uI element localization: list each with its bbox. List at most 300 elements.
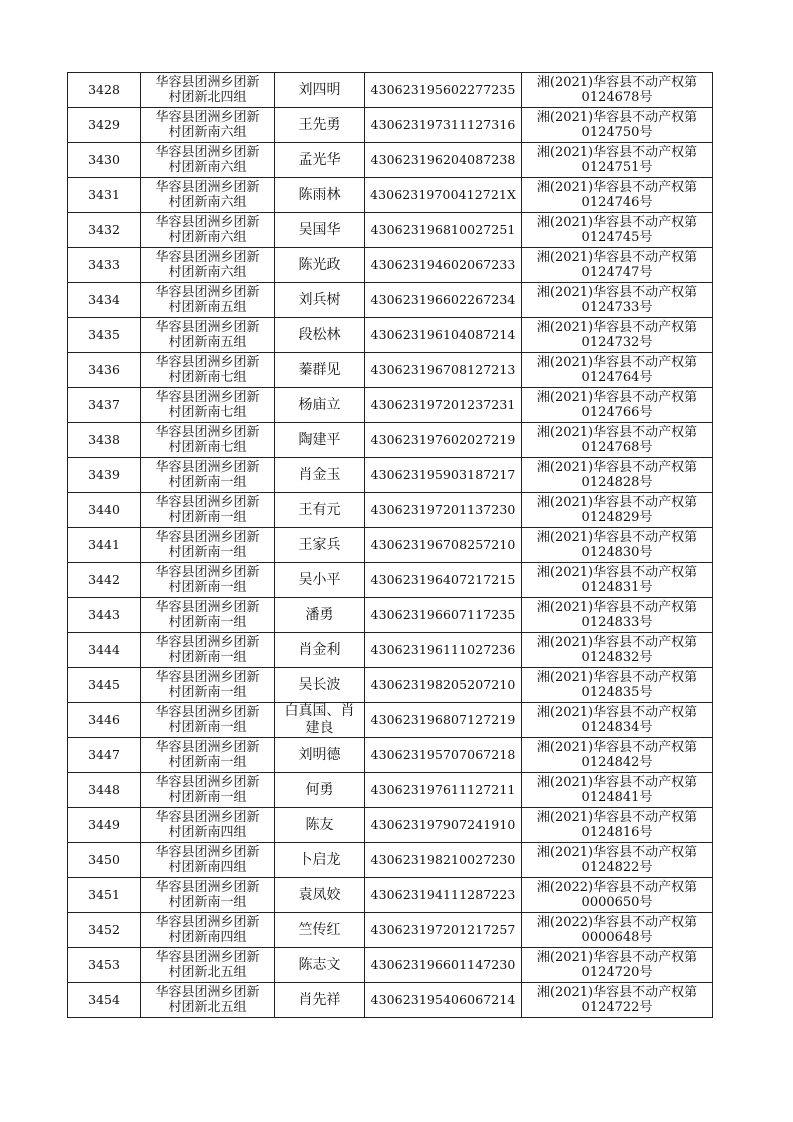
table-row xyxy=(68,213,713,248)
owner-name-cell xyxy=(275,528,365,563)
owner-name-cell xyxy=(275,773,365,808)
id-number-cell-text: 430623195406067214 xyxy=(370,992,516,1007)
owner-name-cell-line-1: 王先勇 xyxy=(298,116,341,133)
address-cell-line-2: 村团新北五组 xyxy=(168,965,247,980)
address-cell-line-1: 华容县团洲乡团新 xyxy=(155,950,260,965)
table-row xyxy=(68,738,713,773)
address-cell-line-2: 村团新南七组 xyxy=(168,370,247,385)
id-number-cell-text: 430623196810027251 xyxy=(370,222,516,237)
owner-name-cell-line-1: 何勇 xyxy=(305,781,334,798)
address-cell xyxy=(141,213,275,248)
certificate-cell xyxy=(522,493,713,528)
owner-name-cell-line-1: 肖金利 xyxy=(298,641,341,658)
address-cell-line-2: 村团新北五组 xyxy=(168,1000,247,1015)
id-number-cell-text: 430623197201137230 xyxy=(370,502,516,517)
certificate-cell-line-2: 0124833号 xyxy=(581,615,653,630)
row-number-cell-text: 3448 xyxy=(88,782,120,797)
id-number-cell xyxy=(365,913,522,948)
id-number-cell xyxy=(365,703,522,738)
certificate-cell xyxy=(522,143,713,178)
certificate-cell-line-1: 湘(2021)华容县不动产权第 xyxy=(536,705,698,720)
property-register-table xyxy=(67,72,713,1018)
certificate-cell-line-2: 0000650号 xyxy=(581,895,653,910)
address-cell-line-1: 华容县团洲乡团新 xyxy=(155,495,260,510)
certificate-cell xyxy=(522,983,713,1018)
owner-name-cell xyxy=(275,668,365,703)
owner-name-cell xyxy=(275,178,365,213)
id-number-cell xyxy=(365,528,522,563)
row-number-cell xyxy=(68,563,141,598)
address-cell-line-1: 华容县团洲乡团新 xyxy=(155,460,260,475)
certificate-cell xyxy=(522,248,713,283)
row-number-cell xyxy=(68,703,141,738)
address-cell-line-1: 华容县团洲乡团新 xyxy=(155,320,260,335)
row-number-cell-text: 3442 xyxy=(88,572,120,587)
certificate-cell-line-1: 湘(2021)华容县不动产权第 xyxy=(536,285,698,300)
certificate-cell xyxy=(522,773,713,808)
owner-name-cell-line-2: 建良 xyxy=(305,720,334,736)
id-number-cell-text: 430623196807127219 xyxy=(370,712,516,727)
certificate-cell-line-1: 湘(2021)华容县不动产权第 xyxy=(536,110,698,125)
id-number-cell xyxy=(365,178,522,213)
address-cell-line-2: 村团新南七组 xyxy=(168,405,247,420)
id-number-cell-text: 430623197602027219 xyxy=(370,432,516,447)
owner-name-cell-line-1: 段松林 xyxy=(298,326,341,343)
table-row xyxy=(68,493,713,528)
row-number-cell xyxy=(68,318,141,353)
owner-name-cell xyxy=(275,913,365,948)
row-number-cell-text: 3444 xyxy=(88,642,120,657)
owner-name-cell-line-1: 刘明德 xyxy=(298,746,341,763)
address-cell xyxy=(141,563,275,598)
id-number-cell-text: 430623197201237231 xyxy=(370,397,516,412)
address-cell-line-1: 华容县团洲乡团新 xyxy=(155,75,260,90)
owner-name-cell xyxy=(275,248,365,283)
certificate-cell-line-2: 0124842号 xyxy=(581,755,653,770)
id-number-cell xyxy=(365,423,522,458)
address-cell xyxy=(141,143,275,178)
row-number-cell-text: 3435 xyxy=(88,327,120,342)
table-row xyxy=(68,318,713,353)
address-cell-line-1: 华容县团洲乡团新 xyxy=(155,425,260,440)
table-row xyxy=(68,423,713,458)
row-number-cell-text: 3431 xyxy=(88,187,120,202)
address-cell-line-1: 华容县团洲乡团新 xyxy=(155,740,260,755)
address-cell-line-1: 华容县团洲乡团新 xyxy=(155,215,260,230)
id-number-cell xyxy=(365,948,522,983)
address-cell xyxy=(141,983,275,1018)
certificate-cell xyxy=(522,878,713,913)
address-cell-line-1: 华容县团洲乡团新 xyxy=(155,670,260,685)
row-number-cell xyxy=(68,633,141,668)
address-cell xyxy=(141,668,275,703)
id-number-cell xyxy=(365,213,522,248)
address-cell-line-1: 华容县团洲乡团新 xyxy=(155,355,260,370)
address-cell xyxy=(141,528,275,563)
certificate-cell-line-1: 湘(2021)华容县不动产权第 xyxy=(536,355,698,370)
owner-name-cell-line-1: 白真国、肖 xyxy=(284,703,355,719)
owner-name-cell xyxy=(275,283,365,318)
table-row xyxy=(68,878,713,913)
address-cell-line-1: 华容县团洲乡团新 xyxy=(155,705,260,720)
address-cell-line-2: 村团新南一组 xyxy=(168,545,247,560)
certificate-cell-line-2: 0124831号 xyxy=(581,580,653,595)
address-cell-line-2: 村团新南四组 xyxy=(168,860,247,875)
row-number-cell xyxy=(68,213,141,248)
row-number-cell-text: 3443 xyxy=(88,607,120,622)
address-cell xyxy=(141,283,275,318)
certificate-cell xyxy=(522,353,713,388)
certificate-cell-line-2: 0124829号 xyxy=(581,510,653,525)
certificate-cell-line-2: 0124747号 xyxy=(581,265,653,280)
certificate-cell-line-2: 0124733号 xyxy=(581,300,653,315)
address-cell-line-2: 村团新南一组 xyxy=(168,580,247,595)
id-number-cell xyxy=(365,878,522,913)
address-cell-line-1: 华容县团洲乡团新 xyxy=(155,845,260,860)
certificate-cell-line-1: 湘(2021)华容县不动产权第 xyxy=(536,950,698,965)
address-cell-line-2: 村团新南六组 xyxy=(168,195,247,210)
certificate-cell-line-1: 湘(2021)华容县不动产权第 xyxy=(536,565,698,580)
id-number-cell xyxy=(365,248,522,283)
id-number-cell-text: 430623196708257210 xyxy=(370,537,516,552)
row-number-cell-text: 3437 xyxy=(88,397,120,412)
id-number-cell-text: 430623197611127211 xyxy=(370,782,516,797)
id-number-cell-text: 430623196111027236 xyxy=(370,642,516,657)
certificate-cell-line-2: 0124822号 xyxy=(581,860,653,875)
id-number-cell xyxy=(365,143,522,178)
row-number-cell xyxy=(68,353,141,388)
id-number-cell-text: 430623195903187217 xyxy=(370,467,516,482)
owner-name-cell-line-1: 蓁群见 xyxy=(298,361,341,378)
certificate-cell-line-1: 湘(2021)华容县不动产权第 xyxy=(536,985,698,1000)
row-number-cell-text: 3441 xyxy=(88,537,120,552)
certificate-cell-line-2: 0000648号 xyxy=(581,930,653,945)
certificate-cell-line-1: 湘(2021)华容县不动产权第 xyxy=(536,495,698,510)
row-number-cell-text: 3454 xyxy=(88,992,120,1007)
row-number-cell-text: 3432 xyxy=(88,222,120,237)
row-number-cell-text: 3452 xyxy=(88,922,120,937)
address-cell-line-1: 华容县团洲乡团新 xyxy=(155,285,260,300)
certificate-cell xyxy=(522,283,713,318)
owner-name-cell xyxy=(275,878,365,913)
certificate-cell-line-2: 0124764号 xyxy=(581,370,653,385)
table-row xyxy=(68,598,713,633)
row-number-cell xyxy=(68,948,141,983)
address-cell xyxy=(141,843,275,878)
row-number-cell xyxy=(68,773,141,808)
row-number-cell-text: 3445 xyxy=(88,677,120,692)
owner-name-cell xyxy=(275,388,365,423)
owner-name-cell xyxy=(275,353,365,388)
id-number-cell-text: 430623196204087238 xyxy=(370,152,516,167)
row-number-cell xyxy=(68,913,141,948)
row-number-cell-text: 3438 xyxy=(88,432,120,447)
row-number-cell-text: 3430 xyxy=(88,152,120,167)
address-cell-line-2: 村团新南一组 xyxy=(168,755,247,770)
owner-name-cell-line-1: 袁凤姣 xyxy=(298,886,341,903)
table-row xyxy=(68,983,713,1018)
certificate-cell-line-1: 湘(2021)华容县不动产权第 xyxy=(536,320,698,335)
table-row xyxy=(68,808,713,843)
certificate-cell-line-1: 湘(2021)华容县不动产权第 xyxy=(536,180,698,195)
row-number-cell xyxy=(68,983,141,1018)
certificate-cell-line-2: 0124816号 xyxy=(581,825,653,840)
owner-name-cell xyxy=(275,983,365,1018)
address-cell xyxy=(141,913,275,948)
certificate-cell xyxy=(522,423,713,458)
row-number-cell xyxy=(68,423,141,458)
address-cell-line-1: 华容县团洲乡团新 xyxy=(155,775,260,790)
certificate-cell-line-1: 湘(2022)华容县不动产权第 xyxy=(536,880,698,895)
owner-name-cell xyxy=(275,633,365,668)
certificate-cell-line-1: 湘(2021)华容县不动产权第 xyxy=(536,845,698,860)
certificate-cell xyxy=(522,913,713,948)
certificate-cell xyxy=(522,668,713,703)
id-number-cell xyxy=(365,73,522,108)
address-cell-line-1: 华容县团洲乡团新 xyxy=(155,635,260,650)
row-number-cell-text: 3434 xyxy=(88,292,120,307)
certificate-cell-line-2: 0124834号 xyxy=(581,720,653,735)
certificate-cell-line-2: 0124678号 xyxy=(581,90,653,105)
owner-name-cell-line-1: 竺传红 xyxy=(298,921,341,938)
row-number-cell xyxy=(68,878,141,913)
certificate-cell-line-2: 0124835号 xyxy=(581,685,653,700)
row-number-cell xyxy=(68,528,141,563)
certificate-cell-line-1: 湘(2021)华容县不动产权第 xyxy=(536,390,698,405)
certificate-cell xyxy=(522,213,713,248)
id-number-cell-text: 430623195707067218 xyxy=(370,747,516,762)
address-cell-line-2: 村团新南六组 xyxy=(168,125,247,140)
address-cell-line-2: 村团新南五组 xyxy=(168,300,247,315)
table-row xyxy=(68,283,713,318)
id-number-cell-text: 430623197907241910 xyxy=(370,817,516,832)
id-number-cell-text: 43062319700412721X xyxy=(370,187,516,202)
table-row xyxy=(68,563,713,598)
row-number-cell xyxy=(68,143,141,178)
owner-name-cell-line-1: 肖先祥 xyxy=(298,991,341,1008)
certificate-cell-line-1: 湘(2022)华容县不动产权第 xyxy=(536,915,698,930)
id-number-cell xyxy=(365,353,522,388)
id-number-cell-text: 430623196602267234 xyxy=(370,292,516,307)
certificate-cell-line-2: 0124832号 xyxy=(581,650,653,665)
id-number-cell-text: 430623198210027230 xyxy=(370,852,516,867)
owner-name-cell xyxy=(275,598,365,633)
id-number-cell xyxy=(365,458,522,493)
certificate-cell xyxy=(522,598,713,633)
owner-name-cell xyxy=(275,143,365,178)
address-cell-line-2: 村团新南六组 xyxy=(168,160,247,175)
address-cell xyxy=(141,423,275,458)
certificate-cell xyxy=(522,703,713,738)
certificate-cell-line-1: 湘(2021)华容县不动产权第 xyxy=(536,600,698,615)
table-row xyxy=(68,773,713,808)
certificate-cell-line-2: 0124830号 xyxy=(581,545,653,560)
table-row xyxy=(68,948,713,983)
id-number-cell xyxy=(365,843,522,878)
certificate-cell xyxy=(522,388,713,423)
id-number-cell-text: 430623197201217257 xyxy=(370,922,516,937)
owner-name-cell-line-1: 陈雨林 xyxy=(298,186,341,203)
owner-name-cell-line-1: 陈志文 xyxy=(298,956,341,973)
owner-name-cell-line-1: 潘勇 xyxy=(305,606,334,623)
certificate-cell xyxy=(522,458,713,493)
id-number-cell-text: 430623194111287223 xyxy=(370,887,516,902)
address-cell-line-2: 村团新南四组 xyxy=(168,930,247,945)
address-cell-line-2: 村团新南一组 xyxy=(168,510,247,525)
table-row xyxy=(68,633,713,668)
certificate-cell-line-1: 湘(2021)华容县不动产权第 xyxy=(536,460,698,475)
address-cell-line-2: 村团新南一组 xyxy=(168,475,247,490)
address-cell-line-2: 村团新南一组 xyxy=(168,720,247,735)
id-number-cell xyxy=(365,283,522,318)
table-row xyxy=(68,843,713,878)
certificate-cell-line-2: 0124828号 xyxy=(581,475,653,490)
certificate-cell-line-2: 0124751号 xyxy=(581,160,653,175)
owner-name-cell xyxy=(275,703,365,738)
address-cell-line-2: 村团新南一组 xyxy=(168,685,247,700)
address-cell-line-1: 华容县团洲乡团新 xyxy=(155,880,260,895)
address-cell-line-2: 村团新南六组 xyxy=(168,265,247,280)
owner-name-cell xyxy=(275,423,365,458)
address-cell-line-2: 村团新南七组 xyxy=(168,440,247,455)
row-number-cell-text: 3429 xyxy=(88,117,120,132)
table-row xyxy=(68,913,713,948)
address-cell xyxy=(141,703,275,738)
owner-name-cell-line-1: 孟光华 xyxy=(298,151,341,168)
certificate-cell-line-2: 0124841号 xyxy=(581,790,653,805)
address-cell-line-2: 村团新南六组 xyxy=(168,230,247,245)
owner-name-cell xyxy=(275,738,365,773)
row-number-cell-text: 3439 xyxy=(88,467,120,482)
table-row xyxy=(68,458,713,493)
id-number-cell-text: 430623196407217215 xyxy=(370,572,516,587)
row-number-cell xyxy=(68,738,141,773)
address-cell-line-1: 华容县团洲乡团新 xyxy=(155,810,260,825)
address-cell-line-1: 华容县团洲乡团新 xyxy=(155,565,260,580)
id-number-cell xyxy=(365,738,522,773)
certificate-cell-line-2: 0124722号 xyxy=(581,1000,653,1015)
owner-name-cell-line-1: 王有元 xyxy=(298,501,341,518)
owner-name-cell xyxy=(275,318,365,353)
address-cell-line-1: 华容县团洲乡团新 xyxy=(155,110,260,125)
address-cell-line-2: 村团新南一组 xyxy=(168,790,247,805)
row-number-cell-text: 3428 xyxy=(88,82,120,97)
certificate-cell xyxy=(522,178,713,213)
owner-name-cell xyxy=(275,73,365,108)
table-row xyxy=(68,388,713,423)
id-number-cell xyxy=(365,388,522,423)
table-row xyxy=(68,248,713,283)
address-cell-line-1: 华容县团洲乡团新 xyxy=(155,145,260,160)
table-row xyxy=(68,108,713,143)
row-number-cell-text: 3451 xyxy=(88,887,120,902)
id-number-cell xyxy=(365,563,522,598)
id-number-cell-text: 430623196601147230 xyxy=(370,957,516,972)
certificate-cell xyxy=(522,633,713,668)
certificate-cell-line-1: 湘(2021)华容县不动产权第 xyxy=(536,810,698,825)
certificate-cell xyxy=(522,948,713,983)
owner-name-cell-line-1: 刘兵树 xyxy=(298,291,341,308)
row-number-cell-text: 3453 xyxy=(88,957,120,972)
table-row xyxy=(68,73,713,108)
row-number-cell-text: 3447 xyxy=(88,747,120,762)
certificate-cell-line-2: 0124750号 xyxy=(581,125,653,140)
table-row xyxy=(68,353,713,388)
address-cell-line-1: 华容县团洲乡团新 xyxy=(155,600,260,615)
row-number-cell xyxy=(68,843,141,878)
address-cell xyxy=(141,248,275,283)
row-number-cell xyxy=(68,108,141,143)
owner-name-cell xyxy=(275,808,365,843)
id-number-cell xyxy=(365,773,522,808)
certificate-cell xyxy=(522,843,713,878)
row-number-cell xyxy=(68,668,141,703)
owner-name-cell xyxy=(275,948,365,983)
id-number-cell xyxy=(365,493,522,528)
owner-name-cell-line-1: 吴国华 xyxy=(298,221,341,238)
table-row xyxy=(68,668,713,703)
certificate-cell-line-1: 湘(2021)华容县不动产权第 xyxy=(536,145,698,160)
owner-name-cell-line-1: 王家兵 xyxy=(298,536,341,553)
row-number-cell xyxy=(68,178,141,213)
id-number-cell-text: 430623197311127316 xyxy=(370,117,516,132)
owner-name-cell xyxy=(275,213,365,248)
owner-name-cell xyxy=(275,108,365,143)
certificate-cell-line-2: 0124745号 xyxy=(581,230,653,245)
certificate-cell-line-2: 0124766号 xyxy=(581,405,653,420)
row-number-cell-text: 3436 xyxy=(88,362,120,377)
address-cell-line-2: 村团新北四组 xyxy=(168,90,247,105)
id-number-cell xyxy=(365,808,522,843)
id-number-cell xyxy=(365,108,522,143)
id-number-cell xyxy=(365,983,522,1018)
table-body xyxy=(68,73,713,1018)
owner-name-cell xyxy=(275,458,365,493)
address-cell xyxy=(141,773,275,808)
address-cell xyxy=(141,633,275,668)
row-number-cell-text: 3449 xyxy=(88,817,120,832)
owner-name-cell-line-1: 刘四明 xyxy=(298,81,341,98)
row-number-cell xyxy=(68,73,141,108)
owner-name-cell xyxy=(275,843,365,878)
id-number-cell-text: 430623196708127213 xyxy=(370,362,516,377)
owner-name-cell-line-1: 杨庙立 xyxy=(298,396,341,413)
address-cell xyxy=(141,598,275,633)
certificate-cell xyxy=(522,563,713,598)
owner-name-cell xyxy=(275,563,365,598)
table-row xyxy=(68,703,713,738)
owner-name-cell-line-1: 陈光政 xyxy=(298,256,341,273)
id-number-cell xyxy=(365,668,522,703)
address-cell xyxy=(141,948,275,983)
row-number-cell xyxy=(68,248,141,283)
id-number-cell-text: 430623195602277235 xyxy=(370,82,516,97)
address-cell-line-1: 华容县团洲乡团新 xyxy=(155,915,260,930)
owner-name-cell-line-1: 肖金玉 xyxy=(298,466,341,483)
certificate-cell xyxy=(522,738,713,773)
address-cell xyxy=(141,178,275,213)
certificate-cell-line-1: 湘(2021)华容县不动产权第 xyxy=(536,425,698,440)
id-number-cell-text: 430623196607117235 xyxy=(370,607,516,622)
address-cell xyxy=(141,808,275,843)
row-number-cell xyxy=(68,598,141,633)
certificate-cell-line-1: 湘(2021)华容县不动产权第 xyxy=(536,775,698,790)
row-number-cell xyxy=(68,808,141,843)
certificate-cell-line-1: 湘(2021)华容县不动产权第 xyxy=(536,530,698,545)
table-row xyxy=(68,178,713,213)
certificate-cell-line-1: 湘(2021)华容县不动产权第 xyxy=(536,75,698,90)
address-cell xyxy=(141,458,275,493)
